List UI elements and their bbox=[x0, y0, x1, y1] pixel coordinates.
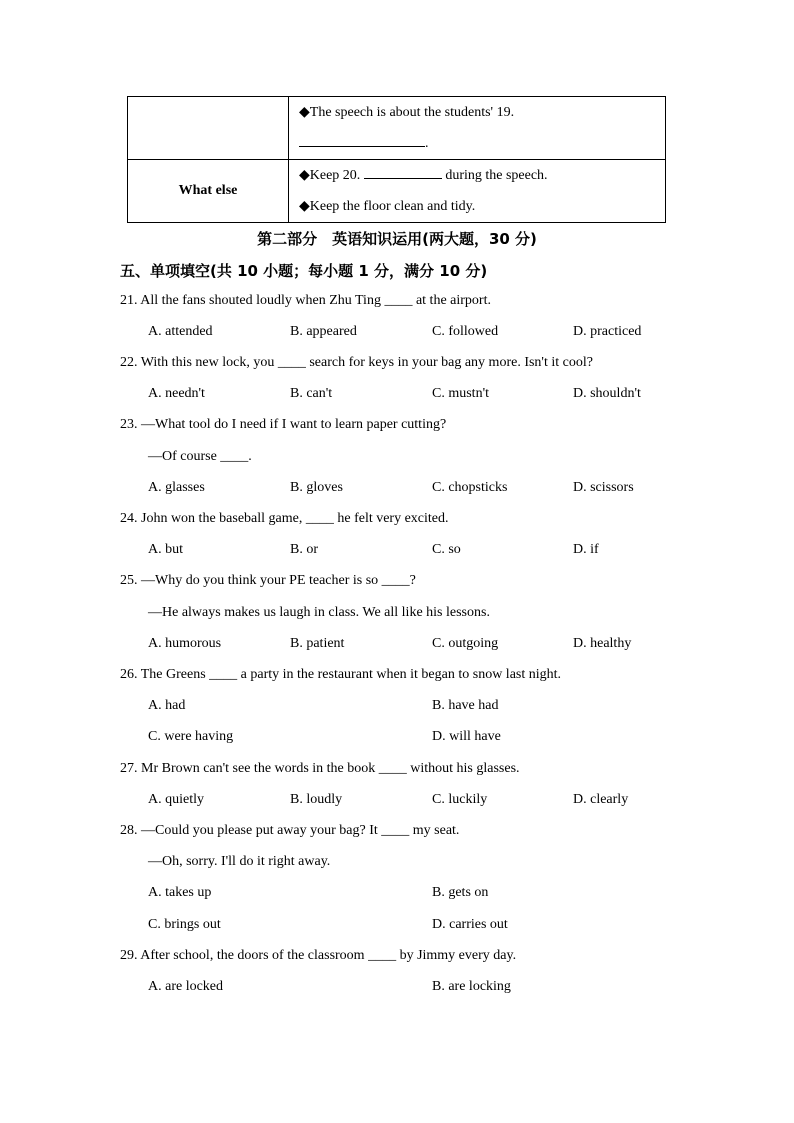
option-b: B. loudly bbox=[290, 792, 343, 807]
table-line: ◆The speech is about the students' 19. bbox=[299, 105, 515, 120]
table-line bbox=[289, 160, 665, 191]
line-prefix: ◆Keep 20. bbox=[299, 168, 361, 183]
table-cell-label: What else bbox=[128, 160, 289, 223]
question-stem-reply: —He always makes us laugh in class. We all like his lessons. bbox=[148, 605, 490, 620]
table-line bbox=[289, 128, 665, 159]
option-d: D. scissors bbox=[573, 480, 634, 495]
question-stem: 24. John won the baseball game, ____ he felt very excited. bbox=[120, 511, 449, 526]
question-stem: 27. Mr Brown can't see the words in the book ____ without his glasses. bbox=[120, 761, 520, 776]
question-stem: 28. —Could you please put away your bag? It ____ my seat. bbox=[120, 823, 460, 838]
option-c: C. followed bbox=[432, 324, 499, 339]
option-b: B. or bbox=[290, 542, 318, 557]
option-b: B. gloves bbox=[290, 480, 343, 495]
option-d: D. clearly bbox=[573, 792, 629, 807]
question-stem: 25. —Why do you think your PE teacher is so ____? bbox=[120, 573, 416, 588]
option-c: C. outgoing bbox=[432, 636, 499, 651]
option-a: A. had bbox=[148, 698, 186, 713]
question-stem: 26. The Greens ____ a party in the restaurant when it began to snow last night. bbox=[120, 667, 562, 682]
question-stem-reply: —Of course ____. bbox=[148, 449, 252, 464]
option-b: B. appeared bbox=[290, 324, 357, 339]
option-c: C. mustn't bbox=[432, 386, 489, 401]
option-d: D. if bbox=[573, 542, 599, 557]
question-stem: 23. —What tool do I need if I want to learn paper cutting? bbox=[120, 417, 447, 432]
section-title: 第二部分 英语知识运用(两大题，30 分) bbox=[257, 230, 537, 248]
table-cell-content bbox=[289, 160, 666, 223]
table-cell-content bbox=[289, 97, 666, 160]
option-c: C. so bbox=[432, 542, 461, 557]
option-a: A. takes up bbox=[148, 885, 212, 900]
answer-blank-20 bbox=[364, 164, 442, 179]
option-a: A. attended bbox=[148, 324, 213, 339]
part-title: 五、单项填空(共 10 小题；每小题 1 分，满分 10 分) bbox=[120, 262, 488, 280]
option-d: D. practiced bbox=[573, 324, 642, 339]
option-b: B. can't bbox=[290, 386, 333, 401]
table-row bbox=[128, 97, 666, 160]
option-a: A. glasses bbox=[148, 480, 205, 495]
option-d: D. shouldn't bbox=[573, 386, 641, 401]
option-c: C. luckily bbox=[432, 792, 488, 807]
option-c: C. were having bbox=[148, 729, 234, 744]
option-c: C. chopsticks bbox=[432, 480, 508, 495]
line-suffix: during the speech. bbox=[445, 168, 548, 183]
option-b: B. are locking bbox=[432, 979, 511, 994]
option-b: B. gets on bbox=[432, 885, 489, 900]
option-a: A. needn't bbox=[148, 386, 205, 401]
option-b: B. have had bbox=[432, 698, 499, 713]
question-stem: 29. After school, the doors of the classroom ____ by Jimmy every day. bbox=[120, 948, 517, 963]
option-a: A. humorous bbox=[148, 636, 222, 651]
option-a: A. quietly bbox=[148, 792, 204, 807]
table-cell-label bbox=[128, 97, 289, 160]
option-a: A. but bbox=[148, 542, 183, 557]
question-stem: 21. All the fans shouted loudly when Zhu Ting ____ at the airport. bbox=[120, 293, 491, 308]
option-d: D. will have bbox=[432, 729, 501, 744]
table-line: ◆Keep the floor clean and tidy. bbox=[299, 199, 476, 214]
question-stem-reply: —Oh, sorry. I'll do it right away. bbox=[148, 854, 331, 869]
option-b: B. patient bbox=[290, 636, 345, 651]
answer-blank-19 bbox=[299, 132, 425, 147]
option-d: D. healthy bbox=[573, 636, 632, 651]
table-row bbox=[128, 160, 666, 223]
option-c: C. brings out bbox=[148, 917, 221, 932]
info-table bbox=[127, 96, 666, 223]
question-stem: 22. With this new lock, you ____ search for keys in your bag any more. Isn't it cool? bbox=[120, 355, 593, 370]
punctuation: . bbox=[425, 136, 429, 151]
option-d: D. carries out bbox=[432, 917, 508, 932]
option-a: A. are locked bbox=[148, 979, 224, 994]
